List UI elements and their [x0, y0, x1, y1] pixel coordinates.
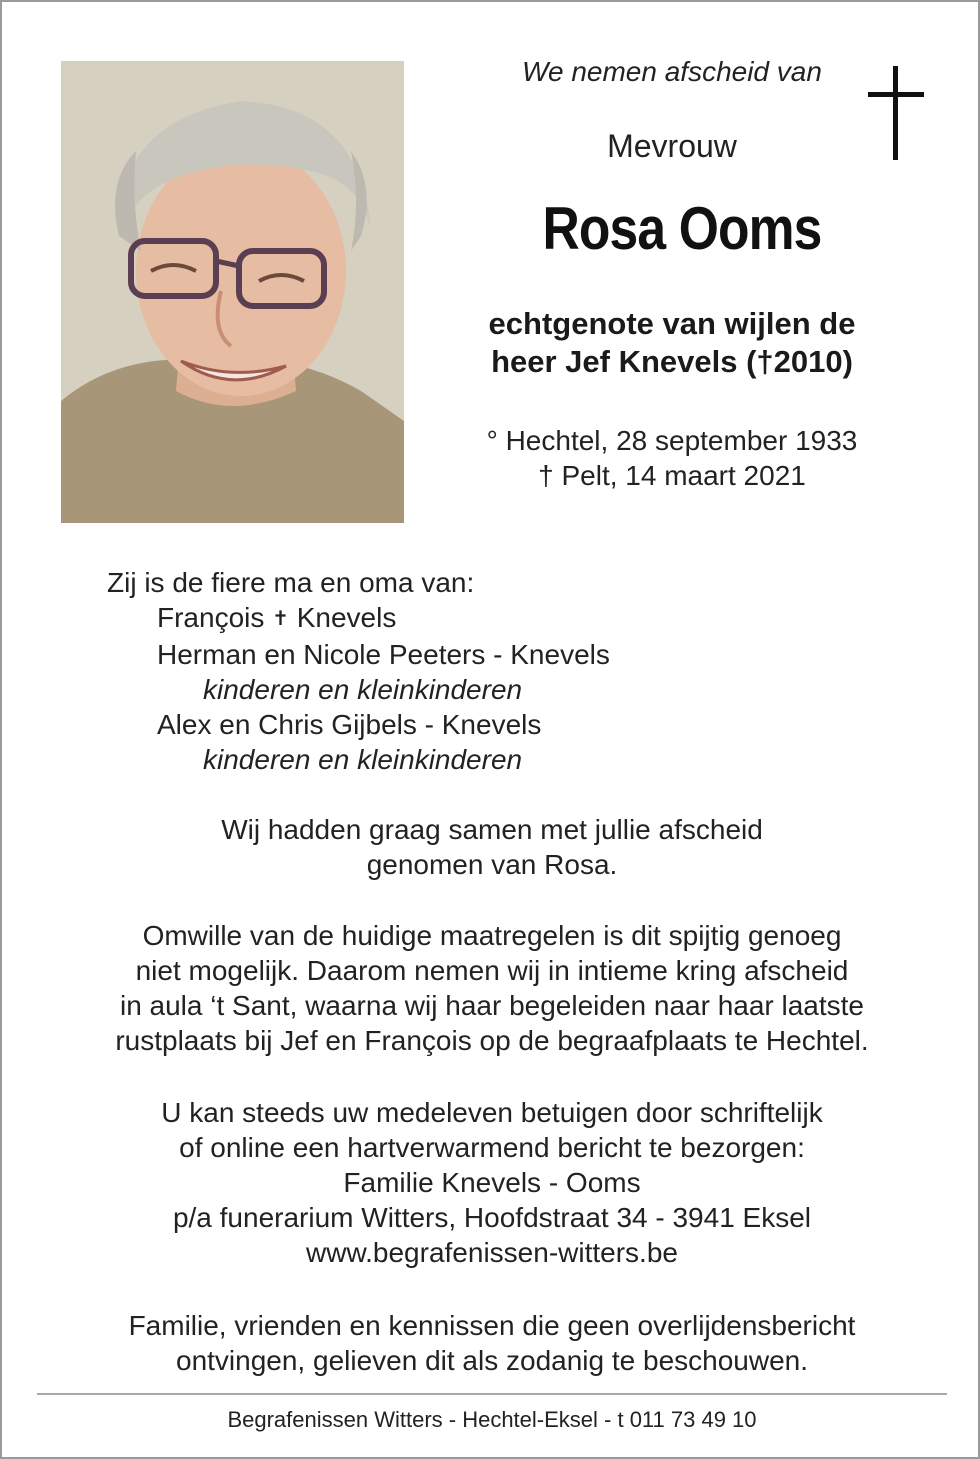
death-date: † Pelt, 14 maart 2021 [538, 460, 806, 491]
family-address-name: Familie Knevels - Ooms [343, 1167, 641, 1198]
spouse-line-1: echtgenote van wijlen de [488, 306, 856, 341]
birth-date: ° Hechtel, 28 september 1933 [486, 425, 858, 456]
family-list [107, 565, 610, 777]
family-child-3-sub: kinderen en kleinkinderen [203, 744, 523, 775]
paragraph-line: Wij hadden graag samen met jullie afscheid [221, 814, 763, 845]
paragraph-line: U kan steeds uw medeleven betuigen door schriftelijk [161, 1097, 823, 1128]
paragraph-line: ontvingen, gelieven dit als zodanig te beschouwen. [176, 1345, 808, 1376]
intro-text: We nemen afscheid van [522, 56, 822, 87]
paragraph-line: genomen van Rosa. [366, 849, 618, 880]
portrait-photo [61, 61, 404, 523]
paragraph-notice [2, 1308, 980, 1378]
honorific: Mevrouw [607, 128, 737, 164]
spouse-info [442, 305, 902, 381]
paragraph-line: rustplaats bij Jef en François op de begraafplaats te Hechtel. [115, 1025, 869, 1056]
website-link[interactable]: www.begrafenissen-witters.be [306, 1237, 678, 1268]
family-child-1 [157, 600, 610, 637]
funeral-home-address: p/a funerarium Witters, Hoofdstraat 34 - 3941 Eksel [172, 1202, 812, 1233]
child-1-first: François [157, 602, 265, 633]
child-1-cross-icon: ✝ [272, 608, 289, 630]
footer-divider [37, 1393, 947, 1395]
paragraph-line: of online een hartverwarmend bericht te bezorgen: [179, 1132, 805, 1163]
deceased-name: Rosa Ooms [542, 195, 822, 262]
family-intro: Zij is de fiere ma en oma van: [107, 567, 475, 598]
child-1-last: Knevels [296, 602, 397, 633]
paragraph-farewell [2, 812, 980, 882]
family-child-2-sub: kinderen en kleinkinderen [203, 674, 523, 705]
paragraph-line: niet mogelijk. Daarom nemen wij in intieme kring afscheid [135, 955, 849, 986]
spouse-line-2: heer Jef Knevels (†2010) [491, 344, 853, 379]
paragraph-line: in aula ‘t Sant, waarna wij haar begeleiden naar haar laatste [119, 990, 865, 1021]
paragraph-line: Familie, vrienden en kennissen die geen overlijdensbericht [128, 1310, 856, 1341]
paragraph-condolences [2, 1095, 980, 1270]
footer-text: Begrafenissen Witters - Hechtel-Eksel - t 011 73 49 10 [227, 1407, 757, 1432]
paragraph-line: Omwille van de huidige maatregelen is dit spijtig genoeg [142, 920, 842, 951]
paragraph-measures [2, 918, 980, 1058]
life-dates [442, 423, 902, 493]
family-child-3: Alex en Chris Gijbels - Knevels [157, 709, 542, 740]
family-child-2: Herman en Nicole Peeters - Knevels [157, 639, 610, 670]
